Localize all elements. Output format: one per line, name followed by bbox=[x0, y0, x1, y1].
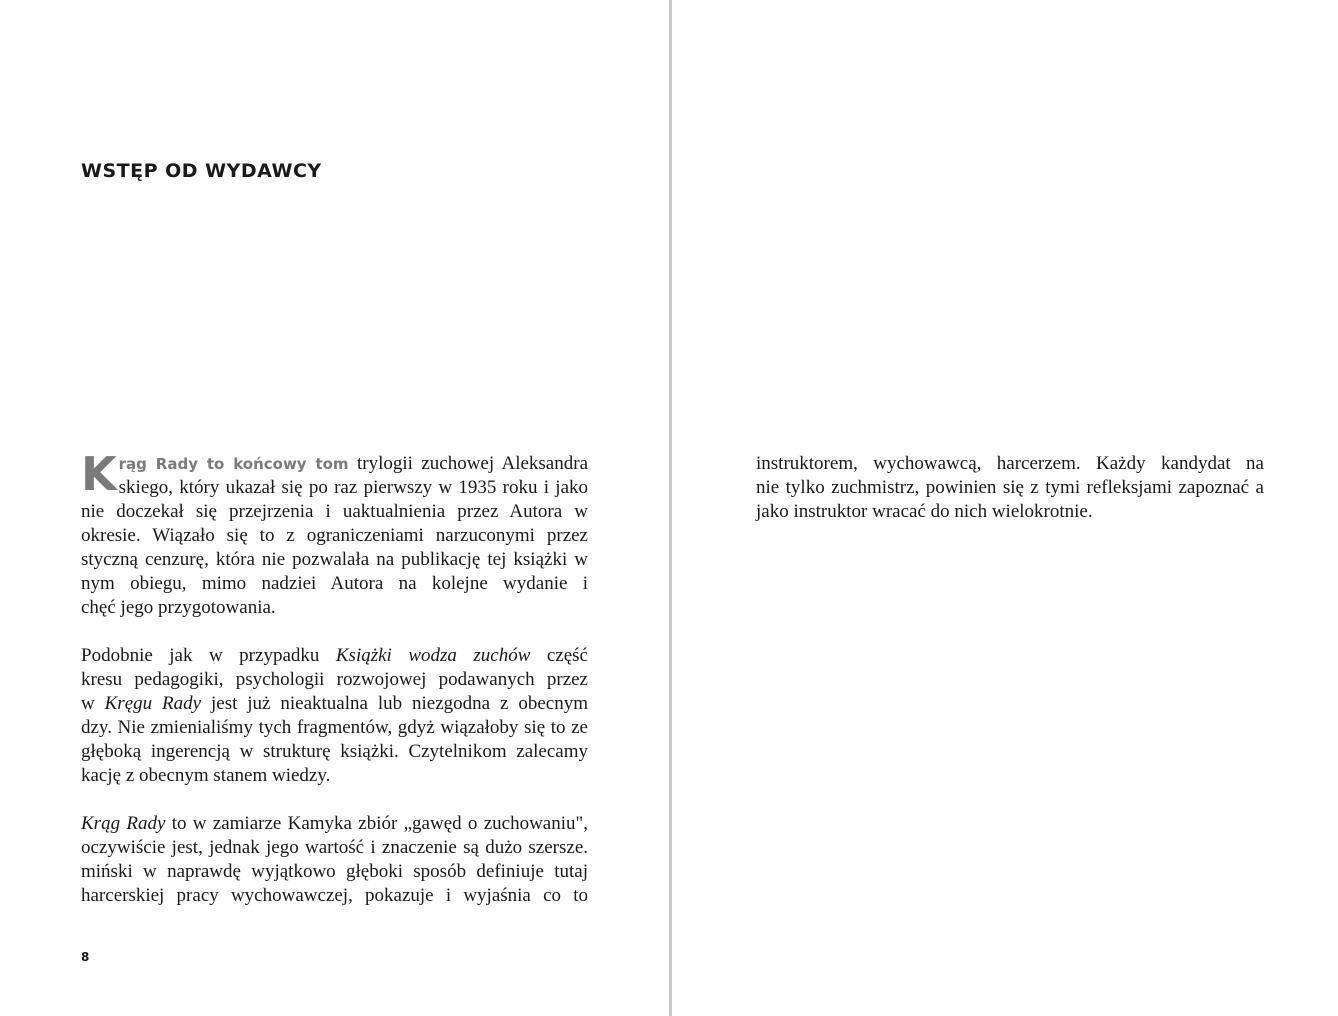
paragraph-line: dzy. Nie zmienialiśmy tych fragmentów, gdyż wiązałoby się to ze bbox=[81, 717, 588, 738]
left-page-text bbox=[81, 447, 588, 932]
paragraph-line: kację z obecnym stanem wiedzy. bbox=[81, 765, 331, 786]
paragraph-line bbox=[81, 644, 588, 668]
drop-cap: K bbox=[81, 447, 117, 501]
paragraph-line: okresie. Wiązało się to z ograniczeniami narzuconymi przez bbox=[81, 525, 588, 546]
line-text: Podobnie jak w przypadku bbox=[81, 645, 336, 666]
paragraph-3 bbox=[81, 812, 588, 908]
paragraph-line: instruktorem, wychowawcą, harcerzem. Każdy kandydat na bbox=[756, 453, 1264, 474]
line-text: jest już nieaktualna lub niezgodna z obecnym bbox=[210, 693, 588, 714]
paragraph-line: kresu pedagogiki, psychologii rozwojowej podawanych przez bbox=[81, 669, 588, 690]
book-title: Książki wodza zuchów bbox=[335, 645, 531, 666]
paragraph-line bbox=[81, 692, 588, 716]
paragraph-line: nie doczekał się przejrzenia i uaktualnienia przez Autora w bbox=[81, 501, 588, 522]
line-text: to w zamiarze Kamyka zbiór „gawęd o zuchowaniu", bbox=[171, 813, 588, 834]
paragraph-line: harcerskiej pracy wychowawczej, pokazuje i wyjaśnia co to bbox=[81, 885, 588, 906]
line-text: część bbox=[546, 645, 588, 666]
book-title: Kręgu Rady bbox=[104, 693, 202, 714]
book-title: Krąg Rady bbox=[81, 813, 166, 834]
paragraph-line bbox=[81, 812, 588, 836]
paragraph-line: skiego, który ukazał się po raz pierwszy w 1935 roku i jako bbox=[118, 477, 588, 498]
paragraph-line: chęć jego przygotowania. bbox=[81, 597, 276, 618]
chapter-heading: WSTĘP OD WYDAWCY bbox=[81, 160, 322, 182]
right-page bbox=[672, 0, 1338, 1016]
paragraph-line bbox=[119, 452, 588, 476]
page-number: 8 bbox=[81, 950, 90, 964]
paragraph-2 bbox=[81, 644, 588, 788]
paragraph-1 bbox=[81, 447, 588, 620]
right-page-text bbox=[756, 452, 1264, 524]
lead-in-text: rąg Rady to końcowy tom bbox=[118, 455, 349, 473]
paragraph-line: nym obiegu, mimo nadziei Autora na kolejne wydanie i bbox=[81, 573, 588, 594]
paragraph-line: jako instruktor wracać do nich wielokrotnie. bbox=[756, 501, 1093, 522]
paragraph-line: głęboką ingerencją w strukturę książki. Czytelnikom zalecamy bbox=[81, 741, 588, 762]
line-text: w bbox=[81, 693, 105, 714]
paragraph-line: styczną cenzurę, która nie pozwalała na publikację tej książki w bbox=[81, 549, 588, 570]
line-text: trylogii zuchowej Aleksandra bbox=[356, 453, 588, 474]
paragraph-line: nie tylko zuchmistrz, powinien się z tymi refleksjami zapoznać a bbox=[756, 477, 1264, 498]
paragraph-line: miński w naprawdę wyjątkowo głęboki sposób definiuje tutaj bbox=[81, 861, 588, 882]
paragraph-line: oczywiście jest, jednak jego wartość i znaczenie są dużo szersze. bbox=[81, 837, 588, 858]
